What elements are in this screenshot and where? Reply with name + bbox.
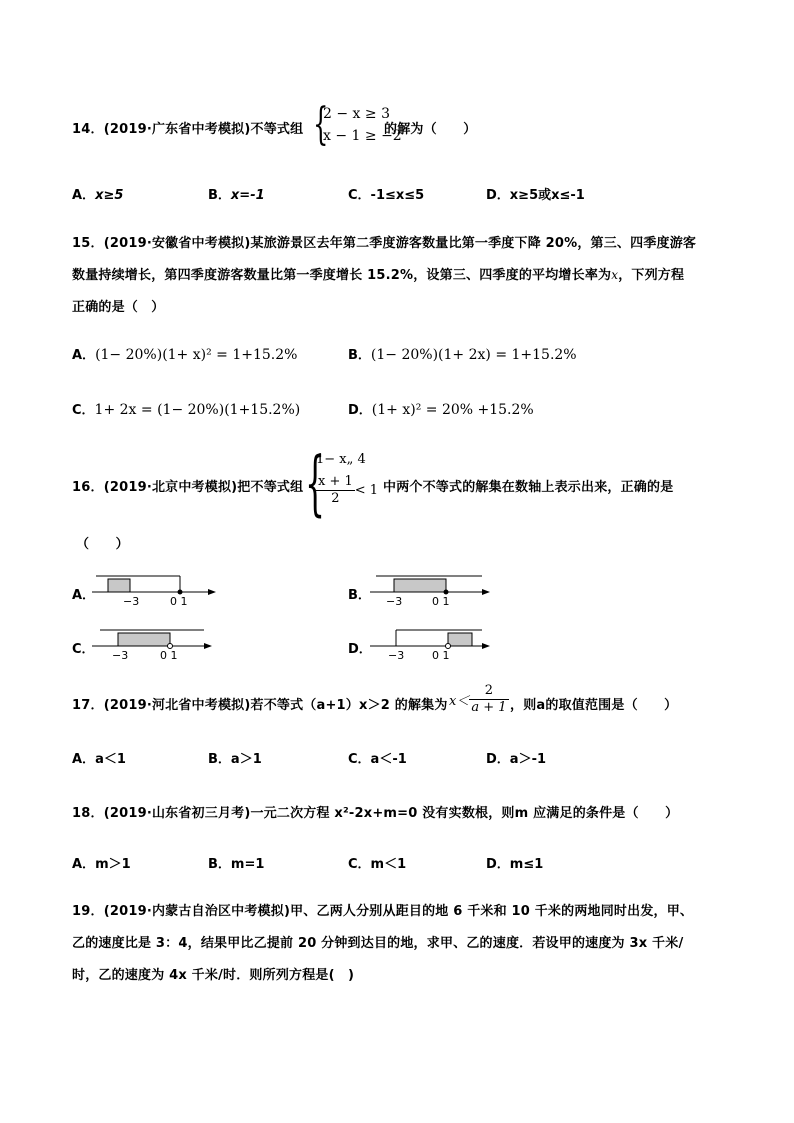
q16d-axis-arrow-icon — [482, 643, 490, 649]
q14-brace-icon: { — [313, 99, 329, 150]
q15-line2: 数量持续增长，第四季度游客数量比第一季度增长 15.2%，设第三、四季度的平均增长率为x，下列方程 — [72, 268, 685, 283]
q16a-tick-01: 0 1 — [170, 595, 188, 608]
q16d-tick-neg3: −3 — [388, 649, 405, 662]
q16b-closed-dot — [444, 590, 449, 595]
q18-option-d[interactable]: D．m≤1 — [486, 857, 544, 872]
q16-option-c-label[interactable]: C． — [72, 642, 95, 657]
q17-prefix: 17．(2019·河北省中考模拟)若不等式（a+1）x＞2 的解集为 — [72, 698, 448, 713]
q16a-shaded-region — [108, 579, 130, 592]
q16c-open-dot — [168, 644, 173, 649]
q16b-tick-neg3: −3 — [386, 595, 403, 608]
q14-option-b[interactable]: B．x=-1 — [208, 188, 265, 203]
q14-suffix: 的解为（ ） — [384, 122, 477, 137]
q16c-tick-01: 0 1 — [160, 649, 178, 662]
q16-option-d-label[interactable]: D． — [348, 642, 372, 657]
q19-line1: 19．(2019·内蒙古自治区中考模拟)甲、乙两人分别从距目的地 6 千米和 10 千米的两地同时出发，甲、 — [72, 904, 694, 919]
q16-option-b-label[interactable]: B． — [348, 588, 371, 603]
q17-suffix: ，则a的取值范围是（ ） — [510, 698, 678, 713]
q15-option-c[interactable]: C．1+ 2x = (1− 20%)(1+15.2%) — [72, 402, 301, 418]
q16d-shaded-region — [448, 633, 472, 646]
q17-fraction: $\frac{2}{a + 1}$ — [471, 683, 507, 715]
q16a-axis-arrow-icon — [208, 589, 216, 595]
q17-option-d[interactable]: D．a＞-1 — [486, 752, 547, 767]
q17-solution: x＜ $\frac{2}{a + 1}$ — [449, 683, 507, 715]
q16b-axis-arrow-icon — [482, 589, 490, 595]
q15-line3: 正确的是（ ） — [72, 300, 165, 315]
q16-option-a-label[interactable]: A． — [72, 588, 96, 603]
q17-option-b[interactable]: B．a＞1 — [208, 752, 262, 767]
q16c-axis-arrow-icon — [204, 643, 212, 649]
q16b-tick-01: 0 1 — [432, 595, 450, 608]
q15-option-d[interactable]: D．(1+ x)² = 20% +15.2% — [348, 402, 534, 418]
q16d-tick-01: 0 1 — [432, 649, 450, 662]
q16c-shaded-region — [118, 633, 170, 646]
q19-line3: 时，乙的速度为 4x 千米/时．则所列方程是( ) — [72, 968, 355, 983]
q16-suffix: 中两个不等式的解集在数轴上表示出来，正确的是 — [383, 480, 674, 495]
q14-option-d[interactable]: D．x≥5或x≤-1 — [486, 188, 585, 203]
q18-option-c[interactable]: C．m＜1 — [348, 857, 407, 872]
q16-sys-line2: $\frac{x + 1}{2}$ < 1 — [318, 474, 379, 506]
q15-option-b[interactable]: B．(1− 20%)(1+ 2x) = 1+15.2% — [348, 347, 577, 363]
q16b-shaded-region — [394, 579, 446, 592]
q14-sys-line1: 2 − x ≥ 3 — [323, 106, 390, 122]
q16-sys-line1: 1− x„ 4 — [316, 452, 366, 467]
q16a-closed-dot — [178, 590, 183, 595]
q16-paren: （ ） — [76, 537, 129, 552]
q16-option-b-numberline[interactable] — [370, 568, 494, 608]
q18-stem: 18．(2019·山东省初三月考)一元二次方程 x²-2x+m=0 没有实数根，则m 应满足的条件是（ ） — [72, 806, 679, 821]
q16-option-a-numberline[interactable] — [92, 568, 222, 608]
q19-line2: 乙的速度比是 3：4，结果甲比乙提前 20 分钟到达目的地，求甲、乙的速度．若设甲的速度为 3x 千米/ — [72, 936, 684, 951]
q15-line1: 15．(2019·安徽省中考模拟)某旅游景区去年第二季度游客数量比第一季度下降 20%，第三、四季度游客 — [72, 236, 697, 251]
q15-option-a[interactable]: A．(1− 20%)(1+ x)² = 1+15.2% — [72, 347, 298, 363]
q18-option-b[interactable]: B．m=1 — [208, 857, 265, 872]
q16-prefix: 16．(2019·北京中考模拟)把不等式组 — [72, 480, 304, 495]
q14-option-c[interactable]: C．-1≤x≤5 — [348, 188, 425, 203]
q16-option-c-numberline[interactable] — [92, 622, 216, 662]
q16d-open-dot — [446, 644, 451, 649]
q16-option-d-numberline[interactable] — [370, 622, 494, 662]
q14-sys-line2: x − 1 ≥ −2 — [323, 128, 402, 144]
q18-option-a[interactable]: A．m＞1 — [72, 857, 131, 872]
q16-brace-icon: { — [305, 442, 326, 524]
q14-option-a[interactable]: A．x≥5 — [72, 188, 124, 203]
q14-prefix: 14．(2019·广东省中考模拟)不等式组 — [72, 122, 304, 137]
q17-option-c[interactable]: C．a＜-1 — [348, 752, 407, 767]
q17-option-a[interactable]: A．a＜1 — [72, 752, 126, 767]
q16-fraction: $\frac{x + 1}{2}$ — [318, 474, 353, 506]
q14-stem — [72, 118, 303, 137]
q16a-tick-neg3: −3 — [123, 595, 140, 608]
q16c-tick-neg3: −3 — [112, 649, 129, 662]
